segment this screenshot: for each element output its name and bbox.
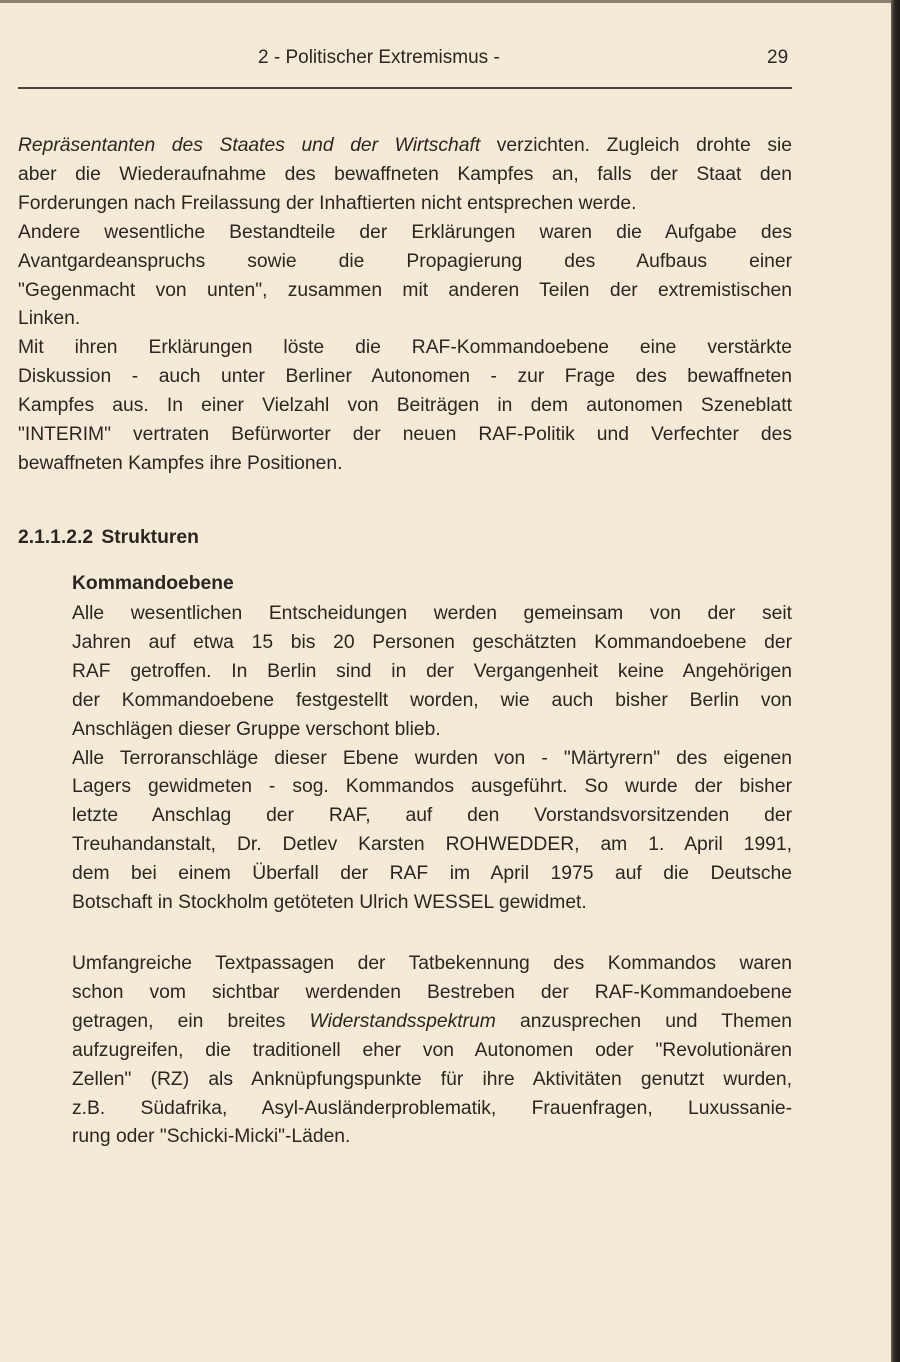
- book-spine-edge: [891, 0, 900, 1362]
- header-rule: [18, 87, 792, 89]
- text-line: aber die Wiederaufnahme des bewaffneten Kampfes an, falls der Staat den: [18, 163, 792, 185]
- text-line: Diskussion - auch unter Berliner Autonomen - zur Frage des bewaffneten: [18, 366, 792, 388]
- text-line: Forderungen nach Freilassung der Inhaftierten nicht entsprechen werde.: [18, 192, 637, 214]
- paragraph: [18, 132, 792, 219]
- section-heading: 2.1.1.2.2 Strukturen: [18, 527, 199, 548]
- paragraph: [18, 334, 792, 479]
- subheading: Kommandoebene: [72, 573, 234, 594]
- intro-text: [18, 132, 792, 479]
- text-line: Umfangreiche Textpassagen der Tatbekennung des Kommandos waren: [72, 953, 792, 974]
- paragraph: [72, 950, 792, 1152]
- emphasized-text: Widerstandsspektrum: [309, 1010, 496, 1032]
- text-line: Jahren auf etwa 15 bis 20 Personen geschätzten Kommandoebene der: [72, 631, 792, 653]
- text-line: "Gegenmacht von unten", zusammen mit anderen Teilen der extremistischen: [18, 279, 792, 301]
- text-line: Lagers gewidmeten - sog. Kommandos ausgeführt. So wurde der bisher: [72, 776, 792, 798]
- text-line: Mit ihren Erklärungen löste die RAF-Kommandoebene eine verstärkte: [18, 337, 792, 359]
- text-line: getragen, ein breites Widerstandsspektrum anzusprechen und Themen: [72, 1010, 792, 1032]
- text-line: RAF getroffen. In Berlin sind in der Vergangenheit keine Angehörigen: [72, 660, 792, 682]
- section-text: [72, 600, 792, 918]
- text-line: Kampfes aus. In einer Vielzahl von Beiträgen in dem autonomen Szeneblatt: [18, 395, 792, 417]
- text-line: letzte Anschlag der RAF, auf den Vorstandsvorsitzenden der: [72, 805, 792, 827]
- text-line: Zellen" (RZ) als Anknüpfungspunkte für ihre Aktivitäten genutzt wurden,: [72, 1068, 792, 1090]
- paragraph: [18, 219, 792, 335]
- text-line: Andere wesentliche Bestandteile der Erklärungen waren die Aufgabe des: [18, 221, 792, 243]
- text-line: "INTERIM" vertraten Befürworter der neuen RAF-Politik und Verfechter des: [18, 424, 792, 446]
- text-line: Botschaft in Stockholm getöteten Ulrich WESSEL gewidmet.: [72, 892, 587, 914]
- paragraph: [72, 745, 792, 918]
- text-line: bewaffneten Kampfes ihre Positionen.: [18, 452, 343, 474]
- text-line: Avantgardeanspruchs sowie die Propagierung des Aufbaus einer: [18, 250, 792, 272]
- text-line: z.B. Südafrika, Asyl-Ausländerproblematik, Frauenfragen, Luxussanie-: [72, 1097, 792, 1119]
- text-line: Repräsentanten des Staates und der Wirtschaft verzichten. Zugleich drohte sie: [18, 135, 792, 156]
- page-top-edge: [0, 0, 900, 3]
- chapter-title: 2 - Politischer Extremismus -: [258, 47, 500, 68]
- text-line: der Kommandoebene festgestellt worden, wie auch bisher Berlin von: [72, 689, 792, 711]
- emphasized-text: Repräsentanten des Staates und der Wirtschaft: [18, 135, 481, 156]
- paragraph: [72, 600, 792, 745]
- page-number: 29: [767, 47, 789, 68]
- text-line: rung oder "Schicki-Micki"-Läden.: [72, 1126, 351, 1148]
- text-line: Alle Terroranschläge dieser Ebene wurden von - "Märtyrern" des eigenen: [72, 747, 792, 769]
- text-line: Alle wesentlichen Entscheidungen werden gemeinsam von der seit: [72, 603, 792, 624]
- text-line: aufzugreifen, die traditionell eher von Autonomen oder "Revolutionären: [72, 1039, 792, 1061]
- text-line: Anschlägen dieser Gruppe verschont blieb.: [72, 718, 441, 740]
- text-line: Linken.: [18, 308, 81, 330]
- text-line: Treuhandanstalt, Dr. Detlev Karsten ROHWEDDER, am 1. April 1991,: [72, 834, 792, 856]
- text-line: dem bei einem Überfall der RAF im April 1975 auf die Deutsche: [72, 863, 792, 885]
- closing-paragraph: [72, 950, 792, 1152]
- text-line: schon vom sichtbar werdenden Bestreben der RAF-Kommandoebene: [72, 981, 792, 1003]
